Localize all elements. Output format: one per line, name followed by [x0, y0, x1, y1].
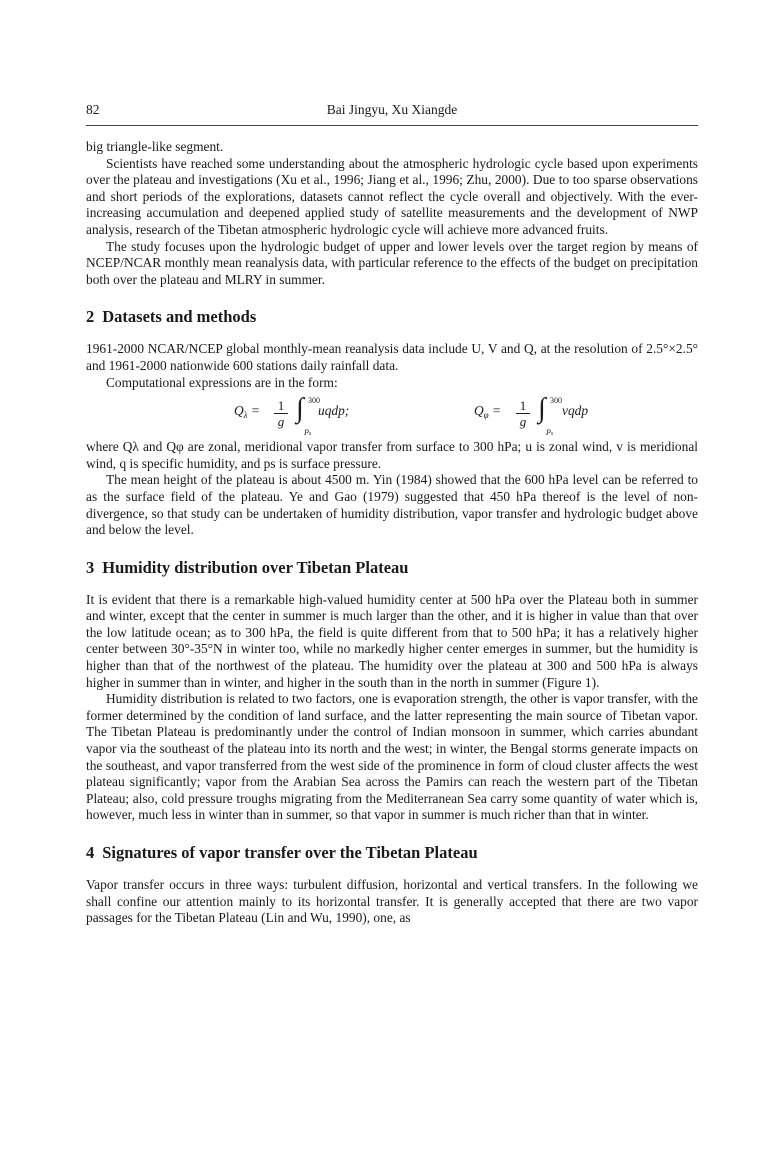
section-2-paragraph-2: Computational expressions are in the form: — [106, 374, 338, 390]
section-2-number: 2 — [86, 307, 95, 327]
header-rule — [86, 125, 698, 126]
eq2-integrand: vqdp — [562, 403, 589, 419]
equation-zonal — [234, 393, 394, 437]
section-2-title: Datasets and methods — [102, 307, 257, 327]
section-3-number: 3 — [86, 557, 95, 577]
section-3-paragraph-2: Humidity distribution is related to two factors, one is evaporation strength, the other is vapor transfer, with the former determined by the condition of land surface, and the latter representing the main source of Tibetan vapor. The Tibetan Plateau is predominantly under the control of Indian monsoon in summer, which carries abundant vapor via the southeast of the plateau into its north and the west; in winter, the Bengal storms generate impacts on the southeast, and vapor transferred from the west side of the prominence in form of cloud cluster affects the west plateau significantly; vapor from the Arabian Sea across the Pamirs can reach the western part of the Tibetan Plateau; also, cold pressure troughs migrating from the Mediterranean Sea carry some quantity of water which is, however, much less in winter than in summer, so that vapor in summer is much richer than that in winter. — [86, 691, 698, 823]
eq1-integral-sign: ∫ — [296, 393, 304, 425]
intro-paragraph-3: The study focuses upon the hydrologic budget of upper and lower levels over the target region by means of NCEP/NCAR monthly mean reanalysis data, with particular reference to the effects of the budget on precipitation both over the plateau and MLRY in summer. — [86, 238, 698, 287]
eq2-lhs: $Q_\varphi$ = — [474, 403, 502, 421]
section-2-paragraph-4: The mean height of the plateau is about 4500 m. Yin (1984) showed that the 600 hPa level can be referred to as the surface field of the plateau. Ye and Gao (1979) suggested that 450 hPa thereof is the level of non-divergence, so that study can be undertaken of humidity distribution, vapor transfer and hydrologic budget above and below the level. — [86, 472, 698, 538]
section-4-heading — [86, 843, 698, 863]
eq2-fraction: 1 g — [516, 399, 530, 428]
running-head-authors: Bai Jingyu, Xu Xiangde — [326, 102, 458, 117]
running-header — [86, 96, 698, 118]
eq1-lower-limit: Ps — [304, 428, 312, 438]
section-3-heading — [86, 558, 698, 578]
section-2-paragraph-1: 1961-2000 NCAR/NCEP global monthly-mean reanalysis data include U, V and Q, at the resolution of 2.5°×2.5° and 1961-2000 nationwide 600 stations daily rainfall data. — [86, 341, 698, 373]
section-3-title: Humidity distribution over Tibetan Plateau — [102, 557, 409, 577]
eq2-upper-limit: 300 — [550, 396, 562, 406]
section-2-heading — [86, 307, 698, 327]
intro-paragraph-1: big triangle-like segment. — [86, 139, 224, 154]
section-4-number: 4 — [86, 843, 95, 862]
equations — [86, 393, 698, 437]
section-4-title: Signatures of vapor transfer over the Tibetan Plateau — [102, 843, 478, 862]
eq2-lower-limit: Ps — [546, 428, 554, 438]
eq1-integrand: uqdp; — [318, 403, 350, 419]
body-text — [86, 139, 698, 927]
eq1-upper-limit: 300 — [308, 396, 320, 406]
eq1-fraction: 1 g — [274, 399, 288, 428]
section-2-paragraph-3: where Qλ and Qφ are zonal, meridional vapor transfer from surface to 300 hPa; u is zonal wind, v is meridional wind, q is specific humidity, and ps is surface pressure. — [86, 439, 698, 471]
section-4-paragraph-1: Vapor transfer occurs in three ways: turbulent diffusion, horizontal and vertical transfers. In the following we shall confine our attention mainly to its horizontal transfer. It is generally accepted that there are two vapor passages for the Tibetan Plateau (Lin and Wu, 1990), one, as — [86, 877, 698, 926]
eq1-lhs: $Q_\lambda$ = — [234, 403, 260, 421]
section-3-paragraph-1: It is evident that there is a remarkable high-valued humidity center at 500 hPa over the Plateau both in summer and winter, except that the center in summer is much larger than the other, and it is higher in value than that over the low latitude ocean; as to 300 hPa, the field is quite different from that to 500 hPa; it has a relatively higher center between 30°-35°N in winter too, while no markedly higher center emerges in summer, but the humidity is higher than that of the northwest of the plateau. The humidity over the plateau at 300 and 500 hPa is always higher in summer than in winter, and higher in the south than in the north in summer (Figure 1). — [86, 591, 698, 690]
eq2-integral-sign: ∫ — [538, 393, 546, 425]
intro-paragraph-2: Scientists have reached some understanding about the atmospheric hydrologic cycle based upon experiments over the plateau and investigations (Xu et al., 1996; Jiang et al., 1996; Zhu, 2000). Due to too sparse observations and short periods of the explorations, datasets cannot reflect the cycle overall and objectively. With the ever-increasing accumulation and deepened applied study of satellite measurements and the development of NWP analysis, research of the Tibetan atmospheric hydrologic cycle will achieve more advanced fruits. — [86, 155, 698, 237]
page-number: 82 — [86, 102, 100, 117]
equation-meridional — [474, 393, 634, 437]
